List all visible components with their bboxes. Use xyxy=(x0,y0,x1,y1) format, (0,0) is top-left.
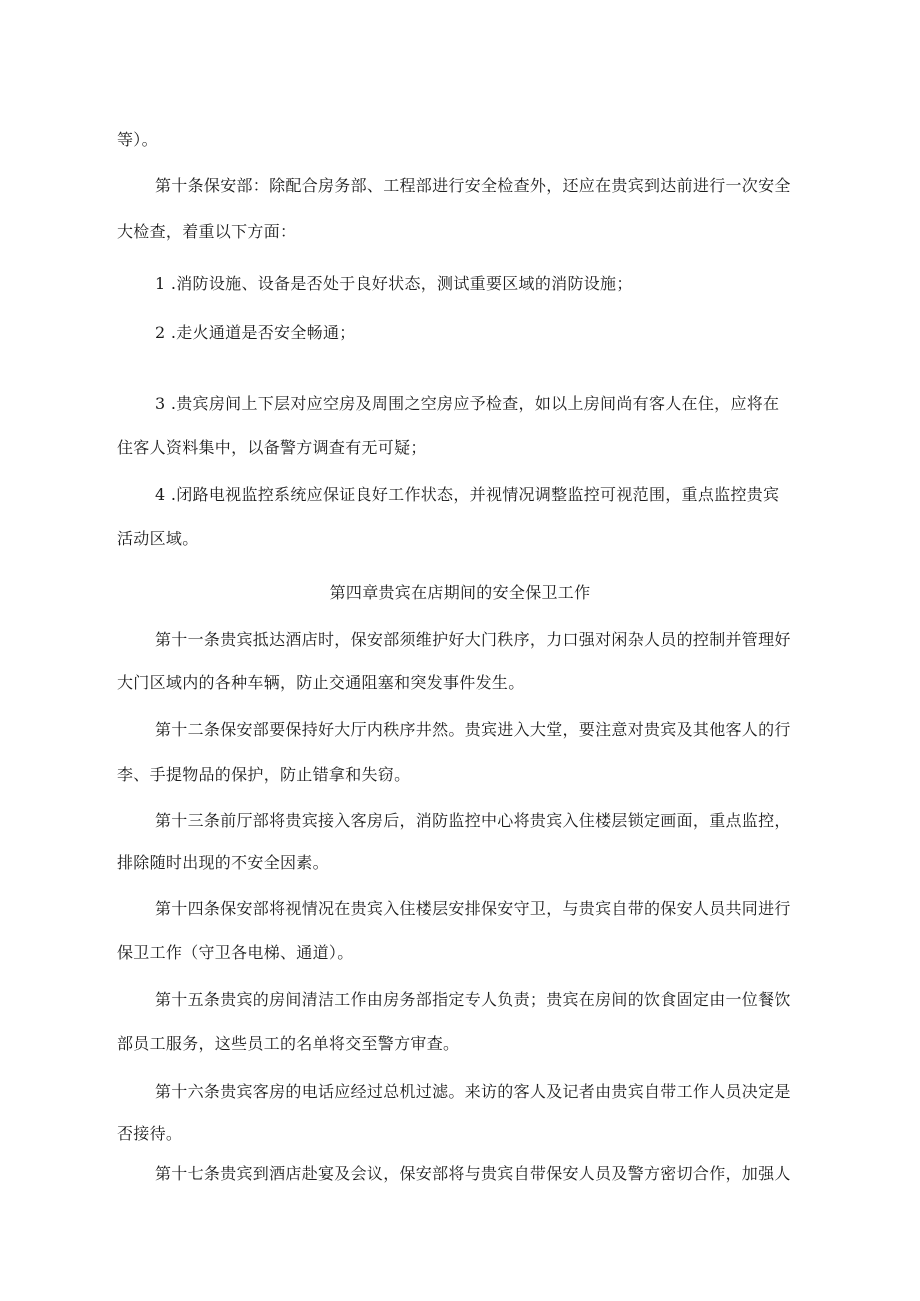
text-line: 等）。 xyxy=(117,130,158,149)
article-11-line-2: 大门区域内的各种车辆，防止交通阻塞和突发事件发生。 xyxy=(117,673,525,692)
article-11-line-1: 第十一条贵宾抵达酒店时，保安部须维护好大门秩序，力口强对闲杂人员的控制并管理好 xyxy=(155,630,791,649)
chapter-heading: 第四章贵宾在店期间的安全保卫工作 xyxy=(329,583,591,602)
article-14-line-1: 第十四条保安部将视情况在贵宾入住楼层安排保安守卫，与贵宾自带的保安人员共同进行 xyxy=(155,899,791,918)
list-item-3-line-2: 住客人资料集中，以备警方调查有无可疑； xyxy=(117,438,427,457)
article-12-line-1: 第十二条保安部要保持好大厅内秩序井然。贵宾进入大堂，要注意对贵宾及其他客人的行 xyxy=(155,720,791,739)
article-15-line-2: 部员工服务，这些员工的名单将交至警方审查。 xyxy=(117,1034,460,1053)
list-item-4-line-1: 4 .闭路电视监控系统应保证良好工作状态，并视情况调整监控可视范围，重点监控贵宾 xyxy=(155,485,780,504)
list-item-4-line-2: 活动区域。 xyxy=(117,529,199,548)
article-13-line-2: 排除随时出现的不安全因素。 xyxy=(117,853,329,872)
article-16-line-1: 第十六条贵宾客房的电话应经过总机过滤。来访的客人及记者由贵宾自带工作人员决定是 xyxy=(155,1082,791,1101)
article-15-line-1: 第十五条贵宾的房间清洁工作由房务部指定专人负责；贵宾在房间的饮食固定由一位餐饮 xyxy=(155,990,791,1009)
article-10-line-2: 大检查，着重以下方面： xyxy=(117,222,297,241)
article-14-line-2: 保卫工作（守卫各电梯、通道）。 xyxy=(117,943,354,962)
list-item-1: 1 .消防设施、设备是否处于良好状态，测试重要区域的消防设施； xyxy=(155,274,633,293)
article-17-line-1: 第十七条贵宾到酒店赴宴及会议，保安部将与贵宾自带保安人员及警方密切合作，加强人 xyxy=(155,1164,791,1183)
article-16-line-2: 否接待。 xyxy=(117,1124,183,1143)
article-12-line-2: 李、手提物品的保护，防止错拿和失窃。 xyxy=(117,765,411,784)
list-item-3-line-1: 3 .贵宾房间上下层对应空房及周围之空房应予检查，如以上房间尚有客人在住，应将在 xyxy=(155,394,780,413)
article-10-line-1: 第十条保安部：除配合房务部、工程部进行安全检查外，还应在贵宾到达前进行一次安全 xyxy=(155,176,791,195)
article-13-line-1: 第十三条前厅部将贵宾接入客房后，消防监控中心将贵宾入住楼层锁定画面，重点监控， xyxy=(155,811,791,830)
list-item-2: 2 .走火通道是否安全畅通； xyxy=(155,323,356,342)
